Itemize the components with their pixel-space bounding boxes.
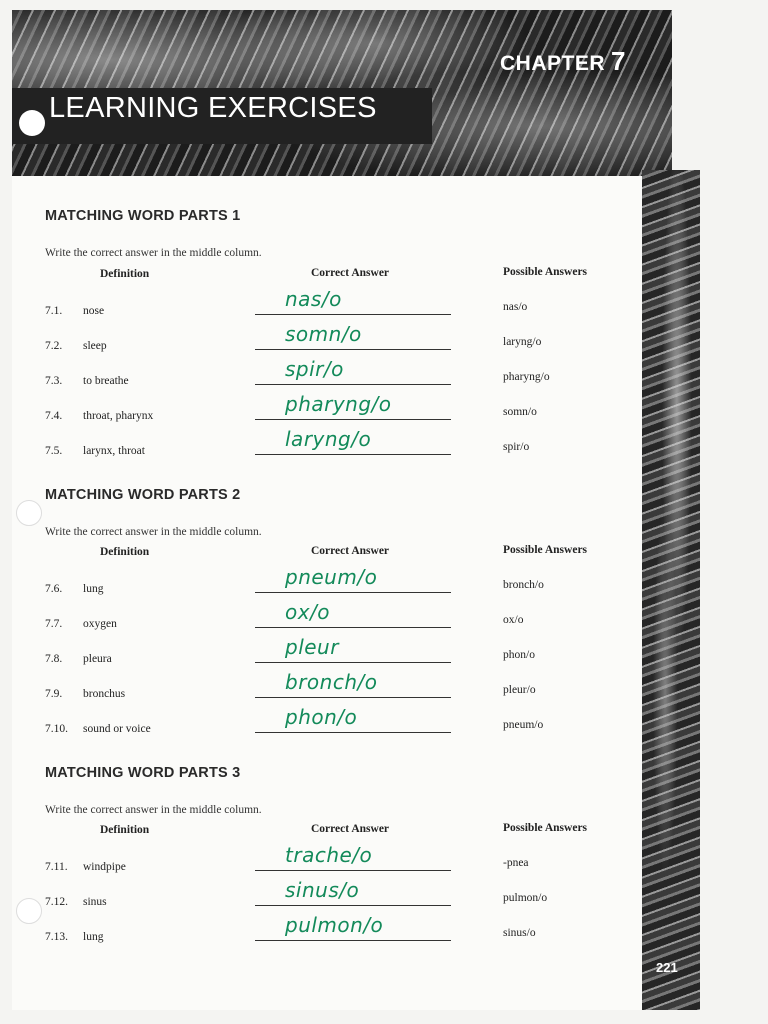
definition: pleura [83,653,112,665]
answer-line [255,384,451,385]
binder-hole-bottom [16,898,42,924]
column-header-definition: Definition [100,268,150,280]
handwritten-answer: pleur [285,635,339,659]
possible-answer: somn/o [503,406,537,418]
item-number: 7.2. [45,340,63,352]
definition: bronchus [83,688,126,700]
exercise-row [45,843,635,879]
answer-line [255,419,451,420]
instruction-text: Write the correct answer in the middle column. [45,526,262,538]
possible-answer: nas/o [503,301,528,313]
handwritten-answer: sinus/o [285,878,360,902]
definition: larynx, throat [83,445,145,457]
item-number: 7.3. [45,375,63,387]
exercise-row [45,913,635,949]
answer-line [255,627,451,628]
answer-line [255,940,451,941]
column-header-possible-answers: Possible Answers [503,266,588,278]
handwritten-answer: phon/o [285,705,358,729]
item-number: 7.11. [45,861,68,873]
answer-line [255,592,451,593]
instruction-text: Write the correct answer in the middle column. [45,804,262,816]
definition: sleep [83,340,107,352]
handwritten-answer: pneum/o [285,565,378,589]
item-number: 7.10. [45,723,68,735]
possible-answer: sinus/o [503,927,536,939]
exercise-row [45,427,635,463]
handwritten-answer: nas/o [285,287,342,311]
answer-line [255,870,451,871]
definition: sinus [83,896,107,908]
handwritten-answer: pharyng/o [285,392,392,416]
item-number: 7.5. [45,445,63,457]
definition: oxygen [83,618,117,630]
column-header-correct-answer: Correct Answer [311,267,390,279]
page-number: 221 [656,960,678,975]
exercise-row [45,635,635,671]
possible-answer: pleur/o [503,684,536,696]
definition: nose [83,305,105,317]
item-number: 7.12. [45,896,68,908]
section-matching-1 [45,208,635,468]
possible-answer: bronch/o [503,579,544,591]
handwritten-answer: somn/o [285,322,362,346]
possible-answer: spir/o [503,441,530,453]
section-title: MATCHING WORD PARTS 2 [45,487,241,503]
exercise-row [45,287,635,323]
possible-answer: -pnea [503,857,529,869]
column-header-definition: Definition [100,824,150,836]
item-number: 7.9. [45,688,63,700]
answer-line [255,662,451,663]
exercise-row [45,357,635,393]
binder-hole-top [19,110,45,136]
item-number: 7.8. [45,653,63,665]
answer-line [255,314,451,315]
definition: throat, pharynx [83,410,154,422]
exercise-row [45,322,635,358]
section-matching-3 [45,765,635,965]
column-header-possible-answers: Possible Answers [503,822,588,834]
answer-line [255,349,451,350]
possible-answer: pulmon/o [503,892,548,904]
definition: sound or voice [83,723,151,735]
exercise-row [45,565,635,601]
answer-line [255,732,451,733]
instruction-text: Write the correct answer in the middle column. [45,247,262,259]
answer-line [255,697,451,698]
definition: windpipe [83,861,126,873]
column-header-definition: Definition [100,546,150,558]
handwritten-answer: laryng/o [285,427,372,451]
exercise-row [45,705,635,741]
possible-answer: pneum/o [503,719,544,731]
exercise-row [45,670,635,706]
possible-answer: pharyng/o [503,371,550,383]
possible-answer: laryng/o [503,336,542,348]
chapter-banner [12,10,672,176]
exercise-row [45,878,635,914]
handwritten-answer: pulmon/o [285,913,384,937]
section-title: MATCHING WORD PARTS 1 [45,208,241,224]
possible-answer: ox/o [503,614,524,626]
definition: lung [83,583,104,595]
definition: to breathe [83,375,129,387]
item-number: 7.7. [45,618,63,630]
exercise-row [45,392,635,428]
exercise-row [45,600,635,636]
chapter-heading [500,46,626,77]
page-title: LEARNING EXERCISES [49,92,377,124]
item-number: 7.4. [45,410,63,422]
handwritten-answer: spir/o [285,357,344,381]
column-header-correct-answer: Correct Answer [311,545,390,557]
answer-line [255,905,451,906]
chapter-label: CHAPTER [500,52,606,75]
item-number: 7.13. [45,931,68,943]
possible-answer: phon/o [503,649,535,661]
chapter-number: 7 [611,46,626,76]
handwritten-answer: trache/o [285,843,373,867]
definition: lung [83,931,104,943]
handwritten-answer: ox/o [285,600,331,624]
section-matching-2 [45,487,635,747]
binder-hole-middle [16,500,42,526]
decorative-side-strip [642,170,700,1010]
column-header-possible-answers: Possible Answers [503,544,588,556]
answer-line [255,454,451,455]
item-number: 7.6. [45,583,63,595]
column-header-correct-answer: Correct Answer [311,823,390,835]
section-title: MATCHING WORD PARTS 3 [45,765,241,781]
handwritten-answer: bronch/o [285,670,378,694]
item-number: 7.1. [45,305,63,317]
